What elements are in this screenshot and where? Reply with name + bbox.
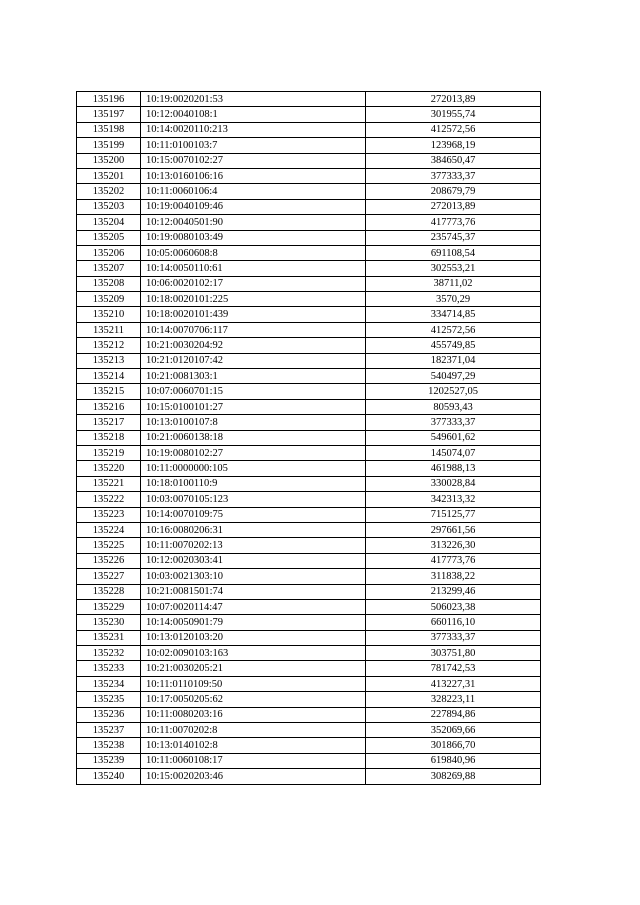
amount-cell: 619840,96 (366, 753, 541, 768)
row-id-cell: 135220 (77, 461, 141, 476)
table-row (77, 507, 541, 522)
cadastral-number-cell: 10:11:0100103:7 (141, 138, 366, 153)
amount-cell: 549601,62 (366, 430, 541, 445)
amount-cell: 334714,85 (366, 307, 541, 322)
table-row (77, 199, 541, 214)
amount-cell: 455749,85 (366, 338, 541, 353)
table-row (77, 461, 541, 476)
row-id-cell: 135227 (77, 569, 141, 584)
table-row (77, 661, 541, 676)
cadastral-number-cell: 10:21:0030204:92 (141, 338, 366, 353)
row-id-cell: 135200 (77, 153, 141, 168)
cadastral-number-cell: 10:14:0070109:75 (141, 507, 366, 522)
cadastral-number-cell: 10:18:0100110:9 (141, 476, 366, 491)
table-row (77, 107, 541, 122)
row-id-cell: 135218 (77, 430, 141, 445)
cadastral-number-cell: 10:11:0000000:105 (141, 461, 366, 476)
cadastral-number-cell: 10:21:0030205:21 (141, 661, 366, 676)
row-id-cell: 135209 (77, 292, 141, 307)
table-row (77, 338, 541, 353)
amount-cell: 182371,04 (366, 353, 541, 368)
amount-cell: 297661,56 (366, 522, 541, 537)
amount-cell: 412572,56 (366, 122, 541, 137)
cadastral-number-cell: 10:18:0020101:439 (141, 307, 366, 322)
row-id-cell: 135236 (77, 707, 141, 722)
row-id-cell: 135206 (77, 245, 141, 260)
cadastral-number-cell: 10:13:0140102:8 (141, 738, 366, 753)
cadastral-number-cell: 10:21:0060138:18 (141, 430, 366, 445)
table-row (77, 292, 541, 307)
table-row (77, 215, 541, 230)
row-id-cell: 135234 (77, 676, 141, 691)
table-row (77, 723, 541, 738)
cadastral-number-cell: 10:13:0120103:20 (141, 630, 366, 645)
cadastral-number-cell: 10:21:0081303:1 (141, 369, 366, 384)
cadastral-number-cell: 10:14:0050110:61 (141, 261, 366, 276)
table-row (77, 92, 541, 107)
cadastral-number-cell: 10:11:0060108:17 (141, 753, 366, 768)
cadastral-number-cell: 10:17:0050205:62 (141, 692, 366, 707)
cadastral-number-cell: 10:13:0160106:16 (141, 168, 366, 183)
amount-cell: 377333,37 (366, 415, 541, 430)
table-row (77, 769, 541, 784)
table-row (77, 522, 541, 537)
cadastral-number-cell: 10:14:0070706:117 (141, 322, 366, 337)
amount-cell: 342313,32 (366, 492, 541, 507)
row-id-cell: 135213 (77, 353, 141, 368)
row-id-cell: 135217 (77, 415, 141, 430)
row-id-cell: 135222 (77, 492, 141, 507)
cadastral-number-cell: 10:18:0020101:225 (141, 292, 366, 307)
row-id-cell: 135211 (77, 322, 141, 337)
amount-cell: 330028,84 (366, 476, 541, 491)
row-id-cell: 135233 (77, 661, 141, 676)
table-row (77, 492, 541, 507)
row-id-cell: 135229 (77, 599, 141, 614)
amount-cell: 145074,07 (366, 445, 541, 460)
cadastral-number-cell: 10:21:0120107:42 (141, 353, 366, 368)
table-row (77, 599, 541, 614)
cadastral-number-cell: 10:19:0020201:53 (141, 92, 366, 107)
cadastral-number-cell: 10:14:0050901:79 (141, 615, 366, 630)
row-id-cell: 135202 (77, 184, 141, 199)
amount-cell: 302553,21 (366, 261, 541, 276)
cadastral-number-cell: 10:12:0040108:1 (141, 107, 366, 122)
amount-cell: 227894,86 (366, 707, 541, 722)
cadastral-number-cell: 10:13:0100107:8 (141, 415, 366, 430)
table-row (77, 322, 541, 337)
table-row (77, 692, 541, 707)
amount-cell: 417773,76 (366, 553, 541, 568)
row-id-cell: 135239 (77, 753, 141, 768)
amount-cell: 461988,13 (366, 461, 541, 476)
cadastral-number-cell: 10:03:0021303:10 (141, 569, 366, 584)
cadastral-number-cell: 10:07:0060701:15 (141, 384, 366, 399)
amount-cell: 417773,76 (366, 215, 541, 230)
table-row (77, 138, 541, 153)
row-id-cell: 135231 (77, 630, 141, 645)
amount-cell: 3570,29 (366, 292, 541, 307)
row-id-cell: 135205 (77, 230, 141, 245)
amount-cell: 377333,37 (366, 168, 541, 183)
cadastral-number-cell: 10:12:0020303:41 (141, 553, 366, 568)
cadastral-number-cell: 10:21:0081501:74 (141, 584, 366, 599)
row-id-cell: 135199 (77, 138, 141, 153)
row-id-cell: 135230 (77, 615, 141, 630)
row-id-cell: 135198 (77, 122, 141, 137)
row-id-cell: 135203 (77, 199, 141, 214)
table-row (77, 307, 541, 322)
amount-cell: 691108,54 (366, 245, 541, 260)
row-id-cell: 135210 (77, 307, 141, 322)
row-id-cell: 135237 (77, 723, 141, 738)
table-row (77, 753, 541, 768)
row-id-cell: 135204 (77, 215, 141, 230)
amount-cell: 303751,80 (366, 646, 541, 661)
table-row (77, 415, 541, 430)
table-row (77, 738, 541, 753)
cadastral-number-cell: 10:15:0100101:27 (141, 399, 366, 414)
amount-cell: 308269,88 (366, 769, 541, 784)
amount-cell: 384650,47 (366, 153, 541, 168)
row-id-cell: 135207 (77, 261, 141, 276)
row-id-cell: 135224 (77, 522, 141, 537)
cadastral-number-cell: 10:07:0020114:47 (141, 599, 366, 614)
row-id-cell: 135235 (77, 692, 141, 707)
row-id-cell: 135212 (77, 338, 141, 353)
amount-cell: 38711,02 (366, 276, 541, 291)
amount-cell: 1202527,05 (366, 384, 541, 399)
amount-cell: 208679,79 (366, 184, 541, 199)
table-row (77, 230, 541, 245)
table-body (77, 92, 541, 785)
row-id-cell: 135197 (77, 107, 141, 122)
amount-cell: 413227,31 (366, 676, 541, 691)
table-row (77, 153, 541, 168)
cadastral-number-cell: 10:14:0020110:213 (141, 122, 366, 137)
data-table (76, 91, 541, 785)
table-row (77, 168, 541, 183)
amount-cell: 80593,43 (366, 399, 541, 414)
table-row (77, 245, 541, 260)
row-id-cell: 135240 (77, 769, 141, 784)
row-id-cell: 135214 (77, 369, 141, 384)
row-id-cell: 135228 (77, 584, 141, 599)
cadastral-number-cell: 10:11:0110109:50 (141, 676, 366, 691)
table-row (77, 261, 541, 276)
amount-cell: 352069,66 (366, 723, 541, 738)
cadastral-number-cell: 10:03:0070105:123 (141, 492, 366, 507)
cadastral-number-cell: 10:15:0070102:27 (141, 153, 366, 168)
amount-cell: 412572,56 (366, 322, 541, 337)
cadastral-number-cell: 10:11:0080203:16 (141, 707, 366, 722)
table-row (77, 553, 541, 568)
row-id-cell: 135201 (77, 168, 141, 183)
table-row (77, 122, 541, 137)
table-row (77, 369, 541, 384)
amount-cell: 540497,29 (366, 369, 541, 384)
table-row (77, 445, 541, 460)
amount-cell: 301955,74 (366, 107, 541, 122)
row-id-cell: 135225 (77, 538, 141, 553)
row-id-cell: 135238 (77, 738, 141, 753)
amount-cell: 715125,77 (366, 507, 541, 522)
cadastral-number-cell: 10:15:0020203:46 (141, 769, 366, 784)
table-row (77, 584, 541, 599)
amount-cell: 660116,10 (366, 615, 541, 630)
amount-cell: 311838,22 (366, 569, 541, 584)
table-row (77, 646, 541, 661)
amount-cell: 781742,53 (366, 661, 541, 676)
row-id-cell: 135219 (77, 445, 141, 460)
amount-cell: 301866,70 (366, 738, 541, 753)
amount-cell: 313226,30 (366, 538, 541, 553)
cadastral-number-cell: 10:19:0080102:27 (141, 445, 366, 460)
table-row (77, 707, 541, 722)
cadastral-number-cell: 10:19:0040109:46 (141, 199, 366, 214)
row-id-cell: 135208 (77, 276, 141, 291)
cadastral-number-cell: 10:11:0070202:8 (141, 723, 366, 738)
cadastral-number-cell: 10:11:0060106:4 (141, 184, 366, 199)
row-id-cell: 135223 (77, 507, 141, 522)
amount-cell: 213299,46 (366, 584, 541, 599)
table-row (77, 569, 541, 584)
table-row (77, 184, 541, 199)
table-row (77, 399, 541, 414)
table-row (77, 276, 541, 291)
table-row (77, 476, 541, 491)
table-row (77, 430, 541, 445)
row-id-cell: 135215 (77, 384, 141, 399)
row-id-cell: 135232 (77, 646, 141, 661)
amount-cell: 235745,37 (366, 230, 541, 245)
cadastral-number-cell: 10:12:0040501:90 (141, 215, 366, 230)
amount-cell: 272013,89 (366, 199, 541, 214)
table-row (77, 630, 541, 645)
table-row (77, 676, 541, 691)
amount-cell: 123968,19 (366, 138, 541, 153)
cadastral-number-cell: 10:19:0080103:49 (141, 230, 366, 245)
row-id-cell: 135216 (77, 399, 141, 414)
cadastral-number-cell: 10:16:0080206:31 (141, 522, 366, 537)
cadastral-number-cell: 10:05:0060608:8 (141, 245, 366, 260)
amount-cell: 377333,37 (366, 630, 541, 645)
table-row (77, 384, 541, 399)
row-id-cell: 135196 (77, 92, 141, 107)
table-row (77, 538, 541, 553)
cadastral-number-cell: 10:11:0070202:13 (141, 538, 366, 553)
amount-cell: 272013,89 (366, 92, 541, 107)
cadastral-number-cell: 10:06:0020102:17 (141, 276, 366, 291)
amount-cell: 328223,11 (366, 692, 541, 707)
table-row (77, 615, 541, 630)
cadastral-number-cell: 10:02:0090103:163 (141, 646, 366, 661)
row-id-cell: 135221 (77, 476, 141, 491)
amount-cell: 506023,38 (366, 599, 541, 614)
row-id-cell: 135226 (77, 553, 141, 568)
table-row (77, 353, 541, 368)
